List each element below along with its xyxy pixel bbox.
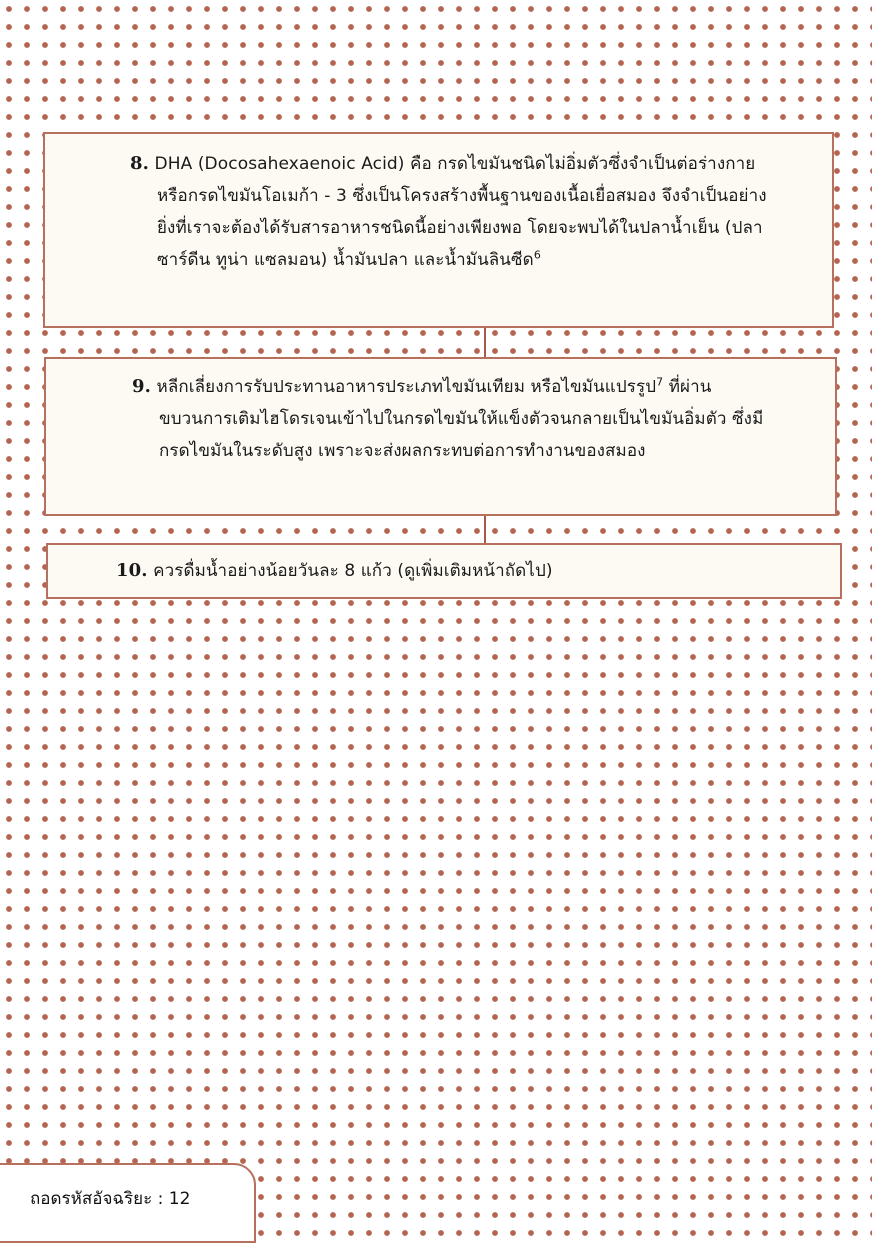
- tip-number: 10.: [116, 560, 148, 581]
- tip-text: หลีกเลี่ยงการรับประทานอาหารประเภทไขมันเทียม หรือไขมันแปรรูป: [156, 377, 657, 397]
- tip-text: DHA (Docosahexaenoic Acid) คือ กรดไขมันชนิดไม่อิ่มตัวซึ่งจำเป็นต่อร่างกาย หรือกรดไขมันโอเมก้า - 3 ซึ่งเป็นโครงสร้างพื้นฐานของเนื้อเยื่อสมอง จึงจำเป็นอย่างยิ่งที่เราจะต้องได้รับสารอาหารชนิดนี้อย่างเพียงพอ โดยจะพบได้ในปลาน้ำเย็น (ปลาซาร์ดีน ทูน่า แซลมอน) น้ำมันปลา และน้ำมันลินซีด: [154, 154, 767, 270]
- footnote-ref: 7: [656, 375, 664, 389]
- tip-box-9: [44, 357, 837, 516]
- connector-line-9-10: [484, 515, 486, 544]
- page-number-tab: [0, 1163, 256, 1243]
- tip-text: ควรดื่มน้ำอย่างน้อยวันละ 8 แก้ว (ดูเพิ่มเติมหน้าถัดไป): [153, 561, 553, 581]
- page-label: ถอดรหัสอัจฉริยะ : 12: [30, 1189, 191, 1209]
- tip-box-8: [43, 132, 834, 328]
- connector-line-8-9: [484, 327, 486, 358]
- tip-number: 8.: [130, 153, 149, 174]
- tip-number: 9.: [132, 376, 151, 397]
- tip-paragraph-9: [132, 371, 772, 467]
- footnote-ref: 6: [533, 248, 541, 262]
- tip-text-continued: ที่ผ่านขบวนการเติมไฮโดรเจนเข้าไปในกรดไขมันให้แข็งตัวจนกลายเป็นไขมันอิ่มตัว ซึ่งมีกรดไขมันในระดับสูง เพราะจะส่งผลกระทบต่อการทำงานของสมอง: [159, 377, 764, 461]
- tip-paragraph-8: [130, 148, 770, 276]
- tip-paragraph-10: [116, 555, 816, 587]
- tip-box-10: [46, 543, 842, 599]
